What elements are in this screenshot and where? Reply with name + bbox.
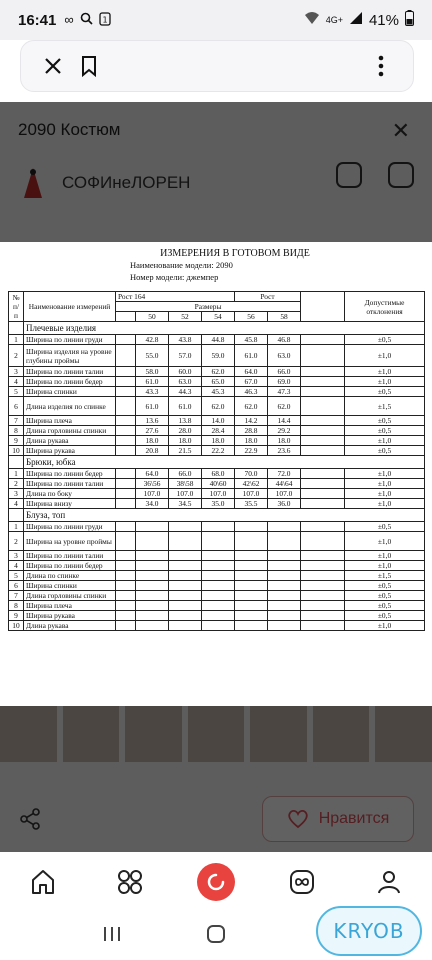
row-number: 4 (9, 377, 24, 387)
row-number: 6 (9, 581, 24, 591)
size-value: 63.0 (268, 345, 301, 367)
size-value: 64.0 (235, 367, 268, 377)
size-value: 40\60 (202, 479, 235, 489)
tolerance-value: ±1,0 (345, 489, 425, 499)
size-value: 107.0 (169, 489, 202, 499)
bottom-navigation (0, 852, 432, 912)
row-number: 1 (9, 522, 24, 532)
size-value: 34.0 (136, 499, 169, 509)
table-row (9, 621, 425, 631)
size-value: 28.0 (169, 426, 202, 436)
tolerance-value: ±0,5 (345, 611, 425, 621)
row-number: 8 (9, 601, 24, 611)
size-value (235, 571, 268, 581)
size-value: 28.4 (202, 426, 235, 436)
tolerance-value: ±1,0 (345, 479, 425, 489)
size-value: 57.0 (169, 345, 202, 367)
size-value (169, 571, 202, 581)
size-value: 46.8 (268, 335, 301, 345)
row-name: Ширина по линии бедер (24, 377, 116, 387)
wifi-icon (304, 11, 320, 29)
size-value: 13.8 (169, 416, 202, 426)
size-value: 62.0 (202, 397, 235, 416)
table-row (9, 611, 425, 621)
tolerance-value: ±0,5 (345, 387, 425, 397)
row-name: Длина рукава (24, 436, 116, 446)
tolerance-value: ±0,5 (345, 522, 425, 532)
section-title: Блуза, топ (24, 509, 425, 522)
size-value (268, 551, 301, 561)
size-value (136, 581, 169, 591)
table-row (9, 335, 425, 345)
table-row (9, 377, 425, 387)
model-name: Наименование модели: 2090 (130, 260, 233, 270)
profile-icon[interactable] (369, 862, 409, 902)
battery-icon (405, 10, 414, 30)
size-value: 28.8 (235, 426, 268, 436)
size-value: 64.0 (136, 469, 169, 479)
size-value (235, 591, 268, 601)
size-value: 61.0 (235, 345, 268, 367)
size-value: 72.0 (268, 469, 301, 479)
size-value (169, 561, 202, 571)
size-value: 55.0 (136, 345, 169, 367)
row-name: Ширина по линии талии (24, 479, 116, 489)
tolerance-value: ±1,5 (345, 397, 425, 416)
size-value: 18.0 (202, 436, 235, 446)
tolerance-value: ±0,5 (345, 416, 425, 426)
table-row (9, 387, 425, 397)
sheet-title: ИЗМЕРЕНИЯ В ГОТОВОМ ВИДЕ (160, 248, 310, 259)
size-value: 61.0 (169, 397, 202, 416)
size-value: 47.3 (268, 387, 301, 397)
row-name: Ширина на уровне проймы (24, 532, 116, 551)
size-value (268, 522, 301, 532)
infinity-icon: ∞ (64, 11, 74, 27)
services-grid-icon[interactable] (110, 862, 150, 902)
clock: 16:41 (18, 11, 57, 29)
section-row (9, 456, 425, 469)
row-number: 5 (9, 387, 24, 397)
size-value: 18.0 (169, 436, 202, 446)
size-value (169, 532, 202, 551)
row-number: 5 (9, 571, 24, 581)
size-value (169, 522, 202, 532)
row-name: Ширина плеча (24, 416, 116, 426)
bookmark-icon[interactable] (71, 48, 107, 84)
row-number: 8 (9, 426, 24, 436)
size-value: 66.0 (169, 469, 202, 479)
infinity-icon[interactable] (282, 862, 322, 902)
table-row (9, 581, 425, 591)
section-row (9, 322, 425, 335)
home-icon[interactable] (23, 862, 63, 902)
size-value: 29.2 (268, 426, 301, 436)
size-header: 58 (268, 312, 301, 322)
row-name: Ширина по линии талии (24, 367, 116, 377)
size-value: 18.0 (268, 436, 301, 446)
size-value (136, 621, 169, 631)
size-header: 54 (202, 312, 235, 322)
row-number: 9 (9, 611, 24, 621)
size-value: 61.0 (136, 377, 169, 387)
size-value: 14.2 (235, 416, 268, 426)
size-value: 60.0 (169, 367, 202, 377)
size-value: 14.4 (268, 416, 301, 426)
size-value (169, 601, 202, 611)
size-value: 58.0 (136, 367, 169, 377)
row-number: 1 (9, 335, 24, 345)
size-value (169, 591, 202, 601)
row-number: 3 (9, 551, 24, 561)
tolerance-value: ±1,0 (345, 436, 425, 446)
size-value (136, 561, 169, 571)
size-value: 18.0 (136, 436, 169, 446)
size-value: 13.6 (136, 416, 169, 426)
network-type: 4G+ (325, 14, 343, 25)
size-value: 65.0 (202, 377, 235, 387)
size-value: 27.6 (136, 426, 169, 436)
tolerance-value: ±0,5 (345, 426, 425, 436)
size-value (136, 571, 169, 581)
rost-header: Рост 164 (116, 292, 235, 302)
close-icon[interactable] (35, 48, 71, 84)
size-value (235, 611, 268, 621)
tolerance-value: ±0,5 (345, 446, 425, 456)
size-value (136, 601, 169, 611)
tolerance-value: ±0,5 (345, 581, 425, 591)
watermark-logo (316, 906, 422, 956)
size-value (202, 601, 235, 611)
table-row (9, 551, 425, 561)
tolerance-value: ±1,0 (345, 561, 425, 571)
size-value (235, 532, 268, 551)
row-number: 7 (9, 591, 24, 601)
size-value: 67.0 (235, 377, 268, 387)
size-value: 43.3 (136, 387, 169, 397)
table-row (9, 416, 425, 426)
size-value: 44.3 (169, 387, 202, 397)
measurement-sheet-image[interactable] (0, 242, 432, 706)
size-value: 45.3 (202, 387, 235, 397)
row-number: 2 (9, 345, 24, 367)
tolerance-value: ±1,5 (345, 571, 425, 581)
size-value: 44\64 (268, 479, 301, 489)
size-value: 14.0 (202, 416, 235, 426)
col-num-header: № п/ п (9, 292, 24, 322)
browser-toolbar (20, 40, 414, 92)
size-value: 34.5 (169, 499, 202, 509)
size-value (202, 581, 235, 591)
size-value: 70.0 (235, 469, 268, 479)
section-row (9, 509, 425, 522)
size-value (136, 522, 169, 532)
alice-assistant-icon[interactable] (196, 862, 236, 902)
watermark-text: KRYOB (333, 919, 405, 943)
row-name: Ширина спинки (24, 581, 116, 591)
size-value: 18.0 (235, 436, 268, 446)
table-row (9, 446, 425, 456)
section-title: Брюки, юбка (24, 456, 425, 469)
tolerance-value: ±1,0 (345, 621, 425, 631)
row-name: Длина по боку (24, 489, 116, 499)
size-value (202, 621, 235, 631)
size-value (169, 611, 202, 621)
row-number: 10 (9, 621, 24, 631)
table-row (9, 345, 425, 367)
size-value (268, 532, 301, 551)
row-name: Ширина по линии груди (24, 522, 116, 532)
row-name: Ширина по линии груди (24, 335, 116, 345)
sizes-header: Размеры (116, 302, 301, 312)
size-value (268, 561, 301, 571)
col-name-header: Наименование измерений (24, 292, 116, 322)
size-value: 38\58 (169, 479, 202, 489)
recent-apps-icon[interactable] (102, 925, 122, 948)
row-name: Ширина по линии бедер (24, 469, 116, 479)
row-name: Ширина внизу (24, 499, 116, 509)
size-value: 45.8 (235, 335, 268, 345)
table-row (9, 489, 425, 499)
size-value: 23.6 (268, 446, 301, 456)
section-title: Плечевые изделия (24, 322, 425, 335)
row-name: Длина горловины спинки (24, 426, 116, 436)
size-value (202, 611, 235, 621)
size-value (268, 611, 301, 621)
size-value: 44.8 (202, 335, 235, 345)
size-value: 35.0 (202, 499, 235, 509)
tolerance-value: ±1,0 (345, 532, 425, 551)
table-row (9, 499, 425, 509)
size-value (235, 522, 268, 532)
status-bar (0, 0, 432, 40)
size-value (169, 581, 202, 591)
size-value (202, 591, 235, 601)
size-value: 107.0 (202, 489, 235, 499)
tolerance-value: ±1,0 (345, 345, 425, 367)
row-number: 3 (9, 489, 24, 499)
table-row (9, 397, 425, 416)
size-value (136, 532, 169, 551)
tolerance-value: ±0,5 (345, 591, 425, 601)
size-value: 36.0 (268, 499, 301, 509)
row-number: 9 (9, 436, 24, 446)
size-value (235, 601, 268, 611)
size-value (136, 611, 169, 621)
size-value: 62.0 (202, 367, 235, 377)
size-value: 107.0 (136, 489, 169, 499)
size-value (136, 591, 169, 601)
size-value (268, 591, 301, 601)
size-value: 21.5 (169, 446, 202, 456)
search-icon (80, 12, 93, 29)
size-value: 20.8 (136, 446, 169, 456)
size-value (202, 551, 235, 561)
row-number: 7 (9, 416, 24, 426)
row-name: Ширина рукава (24, 446, 116, 456)
size-value: 42\62 (235, 479, 268, 489)
size-value: 69.0 (268, 377, 301, 387)
size-value: 22.9 (235, 446, 268, 456)
size-value (169, 621, 202, 631)
size-value: 61.0 (136, 397, 169, 416)
table-row (9, 561, 425, 571)
size-value: 107.0 (235, 489, 268, 499)
tolerance-value: ±1,0 (345, 377, 425, 387)
size-value (169, 551, 202, 561)
size-value (202, 561, 235, 571)
row-number: 4 (9, 499, 24, 509)
size-value: 59.0 (202, 345, 235, 367)
size-header: 50 (136, 312, 169, 322)
tolerance-value: ±1,0 (345, 499, 425, 509)
table-row (9, 367, 425, 377)
row-name: Длина по спинке (24, 571, 116, 581)
size-value: 66.0 (268, 367, 301, 377)
table-row (9, 532, 425, 551)
model-number: Номер модели: джемпер (130, 272, 219, 282)
size-value (268, 601, 301, 611)
table-row (9, 436, 425, 446)
table-row (9, 591, 425, 601)
row-number: 4 (9, 561, 24, 571)
size-value (268, 581, 301, 591)
row-number: 10 (9, 446, 24, 456)
table-row (9, 426, 425, 436)
size-value: 68.0 (202, 469, 235, 479)
row-name: Длина изделия по спинке (24, 397, 116, 416)
size-value (202, 532, 235, 551)
size-value (136, 551, 169, 561)
size-value (235, 581, 268, 591)
tolerance-header: Допустимые отклонения (345, 292, 425, 322)
size-value (235, 621, 268, 631)
size-value (235, 561, 268, 571)
size-value (268, 571, 301, 581)
table-row (9, 522, 425, 532)
tolerance-value: ±1,0 (345, 367, 425, 377)
size-value: 22.2 (202, 446, 235, 456)
size-value: 42.8 (136, 335, 169, 345)
table-row (9, 479, 425, 489)
notification-1-icon (99, 12, 111, 29)
size-header: 52 (169, 312, 202, 322)
home-button-icon[interactable] (206, 924, 226, 949)
size-value (268, 621, 301, 631)
size-value: 63.0 (169, 377, 202, 387)
tolerance-value: ±0,5 (345, 335, 425, 345)
size-value: 35.5 (235, 499, 268, 509)
row-name: Ширина по линии талии (24, 551, 116, 561)
signal-icon (349, 11, 363, 29)
tolerance-value: ±0,5 (345, 601, 425, 611)
row-number: 2 (9, 479, 24, 489)
row-number: 2 (9, 532, 24, 551)
row-name: Ширина спинки (24, 387, 116, 397)
size-value: 62.0 (235, 397, 268, 416)
table-row (9, 469, 425, 479)
row-name: Ширина плеча (24, 601, 116, 611)
row-name: Ширина рукава (24, 611, 116, 621)
row-number: 6 (9, 397, 24, 416)
more-vertical-icon[interactable] (363, 48, 399, 84)
size-value: 43.8 (169, 335, 202, 345)
table-row (9, 601, 425, 611)
size-value (202, 571, 235, 581)
row-number: 1 (9, 469, 24, 479)
tolerance-value: ±1,0 (345, 551, 425, 561)
size-value: 46.3 (235, 387, 268, 397)
row-name: Ширина изделия на уровне глубины проймы (24, 345, 116, 367)
row-number: 3 (9, 367, 24, 377)
size-value (235, 551, 268, 561)
rost2-header: Рост (235, 292, 301, 302)
table-row (9, 571, 425, 581)
svg-text:1: 1 (102, 15, 108, 24)
battery-level: 41% (368, 11, 399, 29)
row-name: Ширина по линии бедер (24, 561, 116, 571)
size-value (202, 522, 235, 532)
tolerance-value: ±1,0 (345, 469, 425, 479)
row-name: Длина рукава (24, 621, 116, 631)
size-value: 62.0 (268, 397, 301, 416)
size-header: 56 (235, 312, 268, 322)
measurement-table (8, 291, 425, 631)
size-value: 36\56 (136, 479, 169, 489)
row-name: Длина горловины спинки (24, 591, 116, 601)
size-value: 107.0 (268, 489, 301, 499)
status-icons (64, 12, 110, 29)
